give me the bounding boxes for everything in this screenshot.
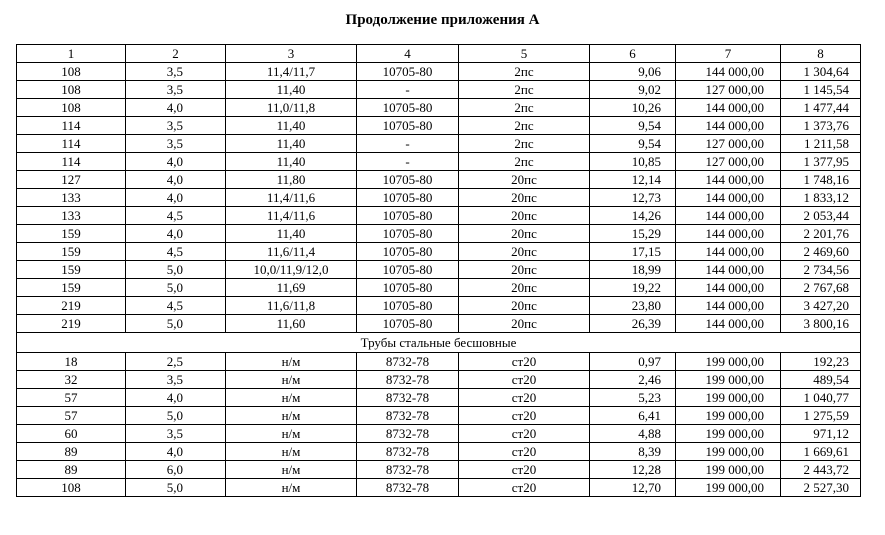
- table-cell: 5,0: [126, 479, 226, 497]
- table-cell: 2пс: [459, 117, 590, 135]
- table-cell: 10,0/11,9/12,0: [226, 261, 357, 279]
- table-cell: 114: [17, 135, 126, 153]
- table-cell: ст20: [459, 371, 590, 389]
- table-cell: 11,40: [226, 135, 357, 153]
- table-cell: 127 000,00: [676, 135, 781, 153]
- table-cell: 5,23: [590, 389, 676, 407]
- table-cell: 159: [17, 279, 126, 297]
- table-cell: 8732-78: [357, 425, 459, 443]
- table-cell: 4: [357, 45, 459, 63]
- section-label: Трубы стальные бесшовные: [17, 333, 861, 353]
- table-cell: 9,02: [590, 81, 676, 99]
- table-cell: н/м: [226, 461, 357, 479]
- table-cell: 144 000,00: [676, 225, 781, 243]
- table-cell: 199 000,00: [676, 461, 781, 479]
- table-cell: 4,0: [126, 153, 226, 171]
- table-cell: 199 000,00: [676, 479, 781, 497]
- table-cell: 11,40: [226, 117, 357, 135]
- table-cell: 20пс: [459, 315, 590, 333]
- table-cell: 32: [17, 371, 126, 389]
- table-row: [17, 171, 861, 189]
- table-cell: н/м: [226, 443, 357, 461]
- table-cell: -: [357, 153, 459, 171]
- table-cell: 2пс: [459, 135, 590, 153]
- data-table: [16, 44, 861, 497]
- table-cell: -: [357, 135, 459, 153]
- table-cell: 144 000,00: [676, 279, 781, 297]
- table-cell: 199 000,00: [676, 353, 781, 371]
- table-cell: ст20: [459, 353, 590, 371]
- table-cell: 11,40: [226, 225, 357, 243]
- table-cell: 2 053,44: [781, 207, 861, 225]
- table-cell: 20пс: [459, 171, 590, 189]
- section-header-row: [17, 333, 861, 353]
- table-cell: 12,73: [590, 189, 676, 207]
- table-row: [17, 207, 861, 225]
- table-cell: 1 211,58: [781, 135, 861, 153]
- table-cell: 9,54: [590, 135, 676, 153]
- table-cell: 1 833,12: [781, 189, 861, 207]
- table-cell: 11,4/11,6: [226, 207, 357, 225]
- table-cell: 8732-78: [357, 353, 459, 371]
- table-row: [17, 479, 861, 497]
- table-cell: 144 000,00: [676, 207, 781, 225]
- table-cell: 2пс: [459, 99, 590, 117]
- table-cell: н/м: [226, 389, 357, 407]
- table-cell: 114: [17, 117, 126, 135]
- table-cell: 10,26: [590, 99, 676, 117]
- table-cell: 489,54: [781, 371, 861, 389]
- table-cell: 20пс: [459, 225, 590, 243]
- table-cell: 199 000,00: [676, 371, 781, 389]
- table-cell: 11,0/11,8: [226, 99, 357, 117]
- table-cell: 4,88: [590, 425, 676, 443]
- table-cell: 11,4/11,7: [226, 63, 357, 81]
- table-cell: 3 800,16: [781, 315, 861, 333]
- table-cell: 8,39: [590, 443, 676, 461]
- table-cell: 11,6/11,4: [226, 243, 357, 261]
- table-cell: н/м: [226, 407, 357, 425]
- table-row: [17, 63, 861, 81]
- table-row: [17, 81, 861, 99]
- table-cell: 11,40: [226, 153, 357, 171]
- table-cell: 108: [17, 63, 126, 81]
- table-cell: 4,5: [126, 207, 226, 225]
- table-cell: 11,69: [226, 279, 357, 297]
- table-cell: 1 304,64: [781, 63, 861, 81]
- table-cell: 2 443,72: [781, 461, 861, 479]
- table-cell: 4,0: [126, 389, 226, 407]
- table-cell: ст20: [459, 425, 590, 443]
- table-cell: 8732-78: [357, 443, 459, 461]
- table-cell: 10,85: [590, 153, 676, 171]
- table-cell: 127 000,00: [676, 153, 781, 171]
- table-cell: 1 145,54: [781, 81, 861, 99]
- table-cell: ст20: [459, 461, 590, 479]
- table-cell: 2пс: [459, 153, 590, 171]
- table-cell: 219: [17, 315, 126, 333]
- table-cell: 199 000,00: [676, 407, 781, 425]
- table-cell: 10705-80: [357, 189, 459, 207]
- table-row: [17, 407, 861, 425]
- table-cell: 89: [17, 443, 126, 461]
- table-row: [17, 117, 861, 135]
- table-row: [17, 261, 861, 279]
- table-cell: 17,15: [590, 243, 676, 261]
- table-cell: 6: [590, 45, 676, 63]
- table-cell: 159: [17, 243, 126, 261]
- page-title: Продолжение приложения А: [345, 12, 540, 28]
- table-cell: 9,54: [590, 117, 676, 135]
- table-cell: 57: [17, 407, 126, 425]
- table-cell: ст20: [459, 443, 590, 461]
- table-cell: 12,28: [590, 461, 676, 479]
- table-cell: 8732-78: [357, 479, 459, 497]
- table-cell: 108: [17, 99, 126, 117]
- table-cell: 1 275,59: [781, 407, 861, 425]
- table-cell: 3,5: [126, 425, 226, 443]
- table-cell: 20пс: [459, 297, 590, 315]
- table-cell: -: [357, 81, 459, 99]
- table-cell: 3,5: [126, 117, 226, 135]
- table-cell: 5,0: [126, 279, 226, 297]
- table-row: [17, 371, 861, 389]
- table-cell: 1 477,44: [781, 99, 861, 117]
- table-cell: 3,5: [126, 135, 226, 153]
- table-cell: 10705-80: [357, 279, 459, 297]
- table-row: [17, 135, 861, 153]
- table-row: [17, 353, 861, 371]
- table-cell: 5,0: [126, 261, 226, 279]
- table-cell: 3,5: [126, 81, 226, 99]
- table-cell: 10705-80: [357, 171, 459, 189]
- table-cell: 1: [17, 45, 126, 63]
- table-cell: 2пс: [459, 63, 590, 81]
- table-cell: 199 000,00: [676, 443, 781, 461]
- table-cell: 4,0: [126, 189, 226, 207]
- table-cell: 10705-80: [357, 117, 459, 135]
- table-cell: 6,0: [126, 461, 226, 479]
- table-row: [17, 153, 861, 171]
- table-header-row: [17, 45, 861, 63]
- table-cell: 10705-80: [357, 261, 459, 279]
- table-cell: 23,80: [590, 297, 676, 315]
- table-cell: 114: [17, 153, 126, 171]
- table-row: [17, 461, 861, 479]
- table-cell: 144 000,00: [676, 243, 781, 261]
- table-cell: 144 000,00: [676, 261, 781, 279]
- table-cell: 89: [17, 461, 126, 479]
- table-cell: 14,26: [590, 207, 676, 225]
- table-cell: 133: [17, 189, 126, 207]
- table-cell: 108: [17, 479, 126, 497]
- table-cell: 60: [17, 425, 126, 443]
- table-cell: н/м: [226, 479, 357, 497]
- table-cell: 18,99: [590, 261, 676, 279]
- table-cell: 2 734,56: [781, 261, 861, 279]
- table-cell: 4,0: [126, 171, 226, 189]
- table-cell: 144 000,00: [676, 189, 781, 207]
- table-cell: 10705-80: [357, 63, 459, 81]
- table-row: [17, 297, 861, 315]
- table-cell: 1 669,61: [781, 443, 861, 461]
- table-cell: 7: [676, 45, 781, 63]
- table-cell: 4,5: [126, 243, 226, 261]
- table-cell: 20пс: [459, 279, 590, 297]
- table-cell: 8: [781, 45, 861, 63]
- table-cell: 12,70: [590, 479, 676, 497]
- table-row: [17, 189, 861, 207]
- table-cell: 10705-80: [357, 315, 459, 333]
- table-cell: 5,0: [126, 407, 226, 425]
- table-cell: 15,29: [590, 225, 676, 243]
- table-cell: 12,14: [590, 171, 676, 189]
- table-cell: ст20: [459, 479, 590, 497]
- table-cell: 8732-78: [357, 389, 459, 407]
- table-cell: 4,0: [126, 99, 226, 117]
- table-cell: 1 373,76: [781, 117, 861, 135]
- table-cell: 2: [126, 45, 226, 63]
- table-cell: 1 377,95: [781, 153, 861, 171]
- table-cell: 11,40: [226, 81, 357, 99]
- table-cell: 8732-78: [357, 371, 459, 389]
- table-row: [17, 389, 861, 407]
- table-row: [17, 225, 861, 243]
- table-cell: 133: [17, 207, 126, 225]
- table-cell: 159: [17, 225, 126, 243]
- table-cell: 127 000,00: [676, 81, 781, 99]
- table-cell: 2пс: [459, 81, 590, 99]
- table-cell: ст20: [459, 389, 590, 407]
- table-cell: 144 000,00: [676, 99, 781, 117]
- table-cell: 11,80: [226, 171, 357, 189]
- table-cell: ст20: [459, 407, 590, 425]
- table-cell: 20пс: [459, 243, 590, 261]
- table-cell: н/м: [226, 371, 357, 389]
- table-row: [17, 315, 861, 333]
- table-cell: 127: [17, 171, 126, 189]
- table-cell: 2 767,68: [781, 279, 861, 297]
- table-cell: 971,12: [781, 425, 861, 443]
- table-row: [17, 243, 861, 261]
- table-cell: 10705-80: [357, 243, 459, 261]
- table-cell: н/м: [226, 425, 357, 443]
- table-row: [17, 99, 861, 117]
- table-cell: 108: [17, 81, 126, 99]
- table-cell: 26,39: [590, 315, 676, 333]
- table-cell: 20пс: [459, 261, 590, 279]
- table-cell: 2 469,60: [781, 243, 861, 261]
- table-cell: 19,22: [590, 279, 676, 297]
- table-cell: 4,0: [126, 443, 226, 461]
- table-cell: 20пс: [459, 207, 590, 225]
- table-cell: 4,0: [126, 225, 226, 243]
- table-cell: 199 000,00: [676, 389, 781, 407]
- table-cell: 18: [17, 353, 126, 371]
- table-cell: 8732-78: [357, 407, 459, 425]
- table-cell: н/м: [226, 353, 357, 371]
- table-cell: 4,5: [126, 297, 226, 315]
- table-cell: 2,46: [590, 371, 676, 389]
- table-cell: 5: [459, 45, 590, 63]
- table-cell: 2 201,76: [781, 225, 861, 243]
- table-row: [17, 279, 861, 297]
- table-cell: 199 000,00: [676, 425, 781, 443]
- table-cell: 144 000,00: [676, 63, 781, 81]
- table-cell: 144 000,00: [676, 171, 781, 189]
- table-cell: 10705-80: [357, 225, 459, 243]
- table-cell: 11,6/11,8: [226, 297, 357, 315]
- table-cell: 10705-80: [357, 99, 459, 117]
- table-cell: 1 748,16: [781, 171, 861, 189]
- table-cell: 219: [17, 297, 126, 315]
- table-cell: 144 000,00: [676, 297, 781, 315]
- table-cell: 144 000,00: [676, 117, 781, 135]
- table-cell: 11,4/11,6: [226, 189, 357, 207]
- table-cell: 6,41: [590, 407, 676, 425]
- table-cell: 2,5: [126, 353, 226, 371]
- table-row: [17, 425, 861, 443]
- table-cell: 2 527,30: [781, 479, 861, 497]
- table-cell: 11,60: [226, 315, 357, 333]
- table-cell: 1 040,77: [781, 389, 861, 407]
- table-cell: 3 427,20: [781, 297, 861, 315]
- table-cell: 3,5: [126, 371, 226, 389]
- table-cell: 144 000,00: [676, 315, 781, 333]
- table-cell: 192,23: [781, 353, 861, 371]
- table-cell: 3: [226, 45, 357, 63]
- table-cell: 57: [17, 389, 126, 407]
- table-row: [17, 443, 861, 461]
- table-cell: 10705-80: [357, 297, 459, 315]
- table-cell: 9,06: [590, 63, 676, 81]
- table-cell: 159: [17, 261, 126, 279]
- table-cell: 8732-78: [357, 461, 459, 479]
- table-cell: 5,0: [126, 315, 226, 333]
- table-cell: 3,5: [126, 63, 226, 81]
- table-cell: 20пс: [459, 189, 590, 207]
- table-cell: 10705-80: [357, 207, 459, 225]
- table-cell: 0,97: [590, 353, 676, 371]
